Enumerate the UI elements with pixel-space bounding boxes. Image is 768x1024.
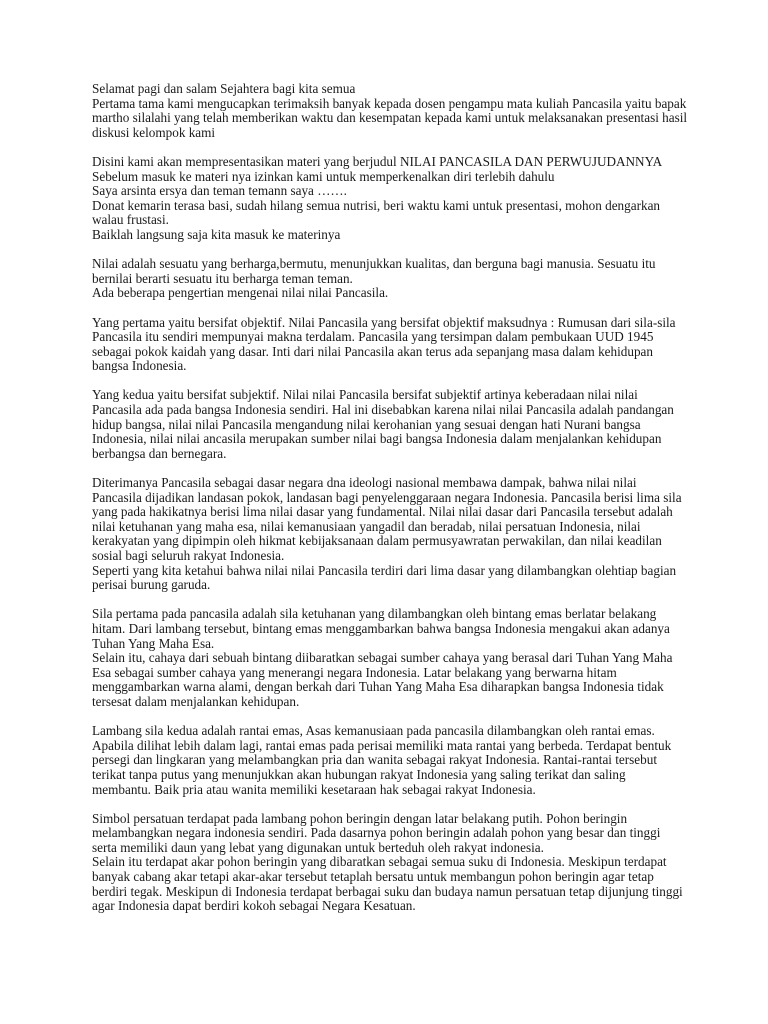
text-line: membantu. Baik pria atau wanita memiliki kesetaraan hak sebagai rakyat Indonesia. [92, 781, 536, 797]
text-line: Pancasila ada pada bangsa Indonesia sendiri. Hal ini disebabkan karena nilai nilai Pancasila adalah pandangan [92, 402, 674, 418]
text-line: Saya arsinta ersya dan teman temann saya ……. [92, 183, 347, 199]
text-line: hidup bangsa, nilai nilai Pancasila mengandung nilai kerohanian yang sesuai dengan hati Nurani bangsa [92, 416, 641, 432]
document-body [92, 82, 692, 928]
text-line: Yang kedua yaitu bersifat subjektif. Nilai nilai Pancasila bersifat subjektif artinya keberadaan nilai nilai [92, 387, 638, 403]
text-line: sosial bagi seluruh rakyat Indonesia. [92, 548, 285, 563]
text-line: agar Indonesia dapat berdiri kokoh sebagai Negara Kesatuan. [92, 898, 416, 914]
paragraph-introduction [92, 155, 692, 243]
text-line: Disini kami akan mempresentasikan materi yang berjudul NILAI PANCASILA DAN PERWUJUDANNYA [92, 153, 663, 169]
text-line: melambangkan negara indonesia sendiri. Pada dasarnya pohon beringin adalah pohon yang besar dan tinggi [92, 825, 661, 841]
text-line: Sebelum masuk ke materi nya izinkan kami untuk memperkenalkan diri terlebih dahulu [92, 168, 555, 184]
paragraph-second-principle [92, 724, 692, 797]
text-line: menggambarkan warna alami, dengan berkah dari Tuhan Yang Maha Esa diharapkan bangsa Indonesia tidak [92, 679, 664, 695]
paragraph-third-principle [92, 812, 692, 914]
text-line: perisai burung garuda. [92, 577, 211, 593]
text-line: Tuhan Yang Maha Esa. [92, 635, 215, 651]
text-line: serta memiliki daun yang lebat yang digunakan untuk berteduh oleh rakyat indonesia. [92, 839, 544, 855]
text-line: Simbol persatuan terdapat pada lambang pohon beringin dengan latar belakang putih. Pohon beringin [92, 810, 628, 826]
text-line: nilai ketuhanan yang maha esa, nilai kemanusiaan yangadil dan beradab, nilai persatuan Indonesia, nilai [92, 518, 641, 534]
text-line: Selain itu, cahaya dari sebuah bintang diibaratkan sebagai sumber cahaya yang berasal dari Tuhan Yang Maha [92, 650, 673, 666]
paragraph-subjective [92, 388, 692, 461]
text-line: bangsa Indonesia. [92, 358, 187, 374]
text-line: Donat kemarin terasa basi, sudah hilang semua nutrisi, beri waktu kami untuk presentasi, mohon dengarkan [92, 197, 661, 213]
text-line: persegi dan lingkaran yang melambangkan pria dan wanita sebagai rakyat Indonesia. Rantai-rantai tersebut [92, 752, 658, 768]
text-line: Pertama tama kami mengucapkan terimaksih banyak kepada dosen pengampu mata kuliah Pancasila yaitu bapak [92, 95, 687, 111]
text-line: martho silalahi yang telah memberikan waktu dan kesempatan kepada kami untuk melaksanakan presentasi hasil [92, 110, 688, 126]
text-line: bernilai berarti sesuatu itu berharga teman teman. [92, 270, 353, 286]
text-line: banyak cabang akar tetapi akar-akar tersebut tetaplah bersatu untuk membangun pohon beringin agar tetap [92, 869, 654, 885]
text-line: walau frustasi. [92, 212, 169, 228]
text-line: kerakyatan yang dipimpin oleh hikmat kebijaksanaan dalam permusyawratan perwakilan, dan nilai keadilan [92, 533, 662, 549]
text-line: Seperti yang kita ketahui bahwa nilai nilai Pancasila terdiri dari lima dasar yang dilambangkan olehtiap bagian [92, 562, 677, 578]
text-line: berbangsa dan bernegara. [92, 445, 227, 461]
text-line: Nilai adalah sesuatu yang berharga,bermutu, menunjukkan kualitas, dan berguna bagi manusia. Sesuatu itu [92, 256, 656, 272]
text-line: Lambang sila kedua adalah rantai emas, Asas kemanusiaan pada pancasila dilambangkan oleh rantai emas. [92, 723, 655, 739]
text-line: Indonesia, nilai nilai ancasila merupakan sumber nilai bagi bangsa Indonesia dalam menjalankan kehidupan [92, 431, 662, 447]
text-line: Sila pertama pada pancasila adalah sila ketuhanan yang dilambangkan oleh bintang emas berlatar belakang [92, 606, 657, 622]
text-line: yang pada hakikatnya berisi lima nilai dasar yang fundamental. Nilai nilai dasar dari Pancasila tersebut adalah [92, 504, 673, 520]
text-line: Baiklah langsung saja kita masuk ke materinya [92, 226, 341, 242]
text-line: Ada beberapa pengertian mengenai nilai nilai Pancasila. [92, 285, 389, 301]
text-line: hitam. Dari lambang tersebut, bintang emas menggambarkan bahwa bangsa Indonesia mengakui akan adanya [92, 620, 670, 636]
text-line: Apabila dilihat lebih dalam lagi, rantai emas pada perisai memiliki mata rantai yang berbeda. Terdapat bentuk [92, 737, 672, 753]
text-line: Esa sebagai sumber cahaya yang menerangi negara Indonesia. Latar belakang yang berwarna hitam [92, 664, 617, 680]
text-line: Diterimanya Pancasila sebagai dasar negara dna ideologi nasional membawa dampak, bahwa nilai nilai [92, 475, 637, 491]
paragraph-objective [92, 316, 692, 374]
text-line: Yang pertama yaitu bersifat objektif. Nilai Pancasila yang bersifat objektif maksudnya : Rumusan dari sila-sila [92, 314, 676, 330]
text-line: diskusi kelompok kami [92, 124, 216, 140]
text-line: Selain itu terdapat akar pohon beringin yang dibaratkan sebagai semua suku di Indonesia. Meskipun terdapat [92, 854, 667, 870]
paragraph-definition [92, 257, 692, 301]
paragraph-greeting [92, 82, 692, 140]
text-line: tersesat dalam menjalankan kehidupan. [92, 693, 300, 709]
text-line: terikat tanpa putus yang menunjukkan akan hubungan rakyat Indonesia yang saling terikat dan saling [92, 766, 626, 782]
text-line: Selamat pagi dan salam Sejahtera bagi kita semua [92, 81, 356, 96]
text-line: Pancasila dijadikan landasan pokok, landasan bagi penyelenggaraan negara Indonesia. Pancasila berisi lima sila [92, 489, 682, 505]
paragraph-basis-of-state [92, 476, 692, 593]
paragraph-first-principle [92, 607, 692, 709]
text-line: Pancasila itu sendiri mempunyai makna terdalam. Pancasila yang tersimpan dalam pembukaan UUD 1945 [92, 329, 654, 345]
text-line: sebagai pokok kaidah yang dasar. Inti dari nilai Pancasila akan terus ada sepanjang masa dalam kehidupan [92, 343, 654, 359]
text-line: berdiri tegak. Meskipun di Indonesia terdapat berbagai suku dan budaya namun persatuan tetap dijunjung tinggi [92, 883, 683, 899]
